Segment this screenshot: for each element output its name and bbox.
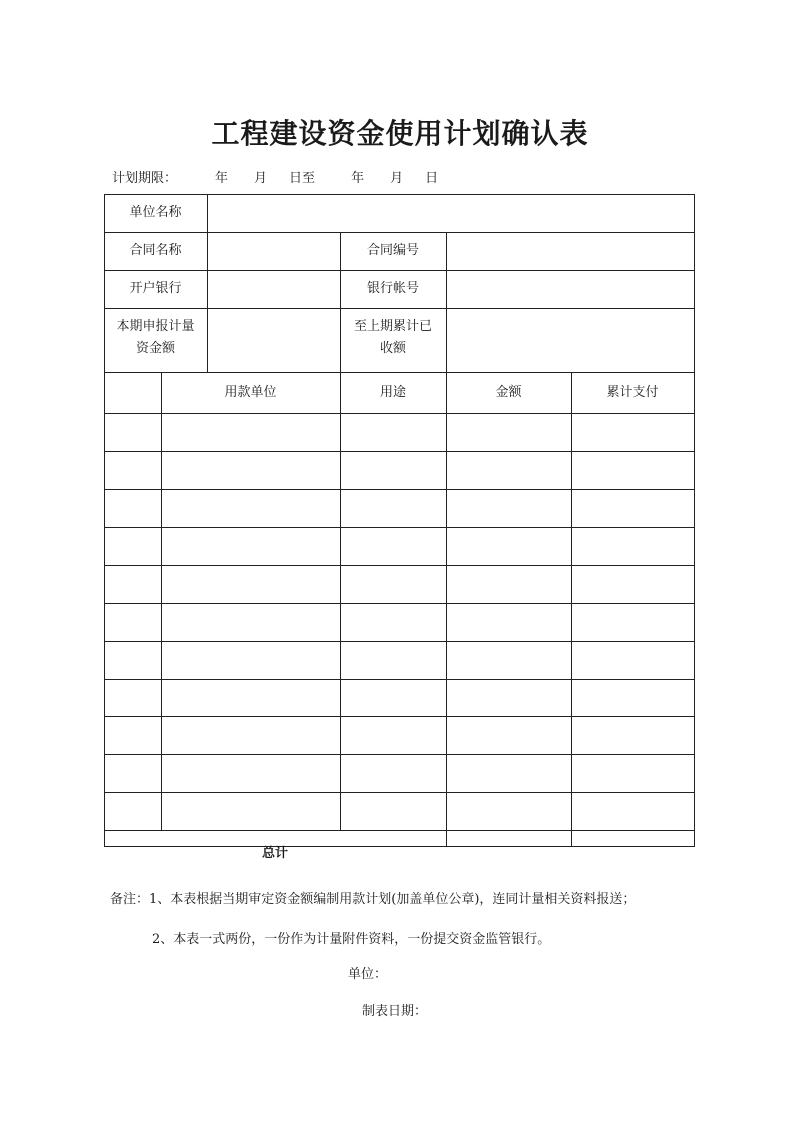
label-unit-name: 单位名称 <box>129 205 182 220</box>
header-payer-unit: 用款单位 <box>224 385 277 400</box>
total-label: 总计 <box>261 846 288 861</box>
header-cumulative-paid: 累计支付 <box>606 385 659 400</box>
period-month-2: 月 <box>390 171 404 186</box>
form-title: 工程建设资金使用计划确认表 <box>211 117 589 150</box>
period-year-2: 年 <box>351 171 365 186</box>
label-bank-account: 银行帐号 <box>366 281 419 296</box>
unit-sign-label: 单位： <box>348 967 388 982</box>
label-reported-line2: 资金额 <box>135 341 175 356</box>
label-reported-line1: 本期申报计量 <box>116 319 195 334</box>
header-amount: 金额 <box>495 385 522 400</box>
note-line-1: 备注：1、本表根据当期审定资金额编制用款计划(加盖单位公章)，连同计量相关资料报送； <box>110 892 636 907</box>
label-received-line2: 收额 <box>379 341 406 356</box>
header-purpose: 用途 <box>379 385 406 400</box>
label-contract-no: 合同编号 <box>366 243 419 258</box>
period-day-2: 日 <box>425 171 439 186</box>
label-contract-name: 合同名称 <box>129 243 182 258</box>
label-received-line1: 至上期累计已 <box>353 319 432 334</box>
label-received-amount <box>340 316 446 360</box>
note-line-2: 2、本表一式两份，一份作为计量附件资料，一份提交资金监管银行。 <box>152 932 551 947</box>
date-sign-label: 制表日期： <box>362 1004 428 1019</box>
plan-period-label: 计划期限： <box>112 171 178 186</box>
label-bank: 开户银行 <box>129 281 182 296</box>
period-month-1: 月 <box>254 171 268 186</box>
period-day-to: 日至 <box>289 171 316 186</box>
label-reported-amount <box>104 316 207 360</box>
period-year-1: 年 <box>215 171 229 186</box>
